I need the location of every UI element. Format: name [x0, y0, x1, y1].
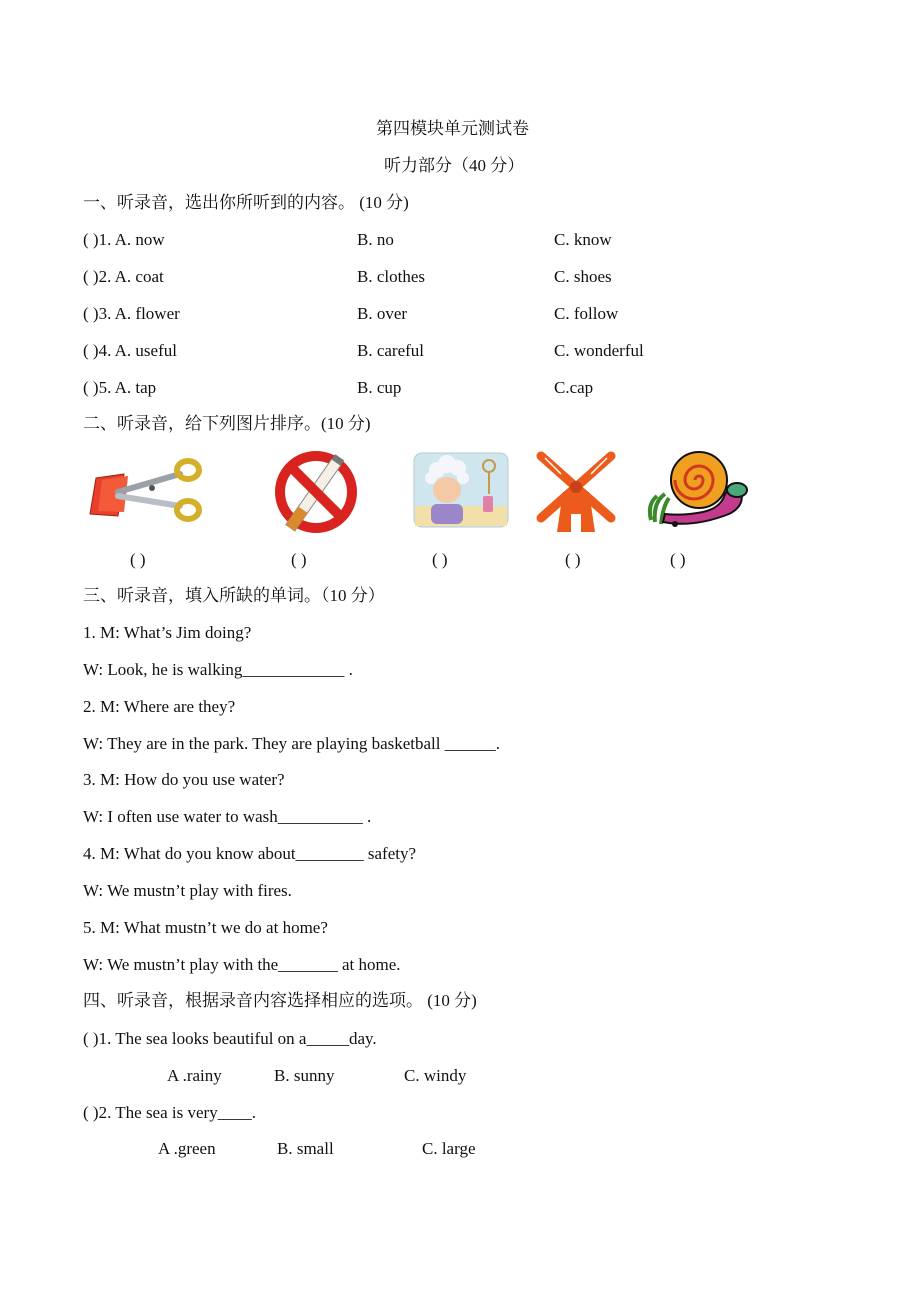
- s3-line: 5. M: What mustn’t we do at home?: [83, 918, 328, 937]
- s3-line: W: We mustn’t play with the_______ at home.: [83, 955, 401, 974]
- s3-line: 3. M: How do you use water?: [83, 770, 285, 789]
- s1-q3-option-b: B. over: [357, 304, 408, 323]
- section3-heading: 三、听录音，填入所缺的单词。（10 分）: [83, 586, 385, 605]
- s1-q4-option-a: ( )4. A. useful: [83, 341, 177, 360]
- s1-q1-option-c: C. know: [554, 230, 612, 249]
- s1-q3-option-c: C. follow: [554, 304, 619, 323]
- s4-q1-option-a: A .rainy: [167, 1066, 222, 1085]
- s3-line: 1. M: What’s Jim doing?: [83, 623, 252, 642]
- page-subtitle: 听力部分（40 分）: [384, 156, 525, 175]
- s4-q2-option-b: B. small: [277, 1139, 334, 1158]
- s1-q4-option-b: B. careful: [357, 341, 425, 360]
- picture-2-blank[interactable]: ( ): [291, 550, 307, 569]
- s4-q1-stem: ( )1. The sea looks beautiful on a_____day.: [83, 1029, 377, 1048]
- s1-q1-option-b: B. no: [357, 230, 394, 249]
- s1-q2-option-a: ( )2. A. coat: [83, 267, 164, 286]
- s4-q2-stem: ( )2. The sea is very____.: [83, 1103, 256, 1122]
- s1-q5-option-a: ( )5. A. tap: [83, 378, 157, 397]
- s4-q2-option-c: C. large: [422, 1139, 476, 1158]
- no-smoking-icon: [268, 446, 364, 536]
- s3-line: W: We mustn’t play with fires.: [83, 881, 292, 900]
- s1-q2-option-b: B. clothes: [357, 267, 425, 286]
- s1-q5-option-c: C.cap: [554, 378, 594, 397]
- picture-5-blank[interactable]: ( ): [670, 550, 686, 569]
- s4-q2-option-a: A .green: [158, 1139, 216, 1158]
- s1-q3-option-a: ( )3. A. flower: [83, 304, 180, 323]
- section4-heading: 四、听录音，根据录音内容选择相应的选项。 (10 分): [83, 991, 477, 1010]
- s1-q5-option-b: B. cup: [357, 378, 402, 397]
- page-title: 第四模块单元测试卷: [376, 119, 529, 138]
- s1-q4-option-c: C. wonderful: [554, 341, 644, 360]
- s3-line: 4. M: What do you know about________ safety?: [83, 844, 417, 863]
- s3-line: W: Look, he is walking____________ .: [83, 660, 353, 679]
- s3-line: W: They are in the park. They are playing basketball ______.: [83, 734, 500, 753]
- s1-q2-option-c: C. shoes: [554, 267, 612, 286]
- picture-3-blank[interactable]: ( ): [432, 550, 448, 569]
- scissors-cutting-paper-icon: [88, 456, 206, 524]
- s4-q1-option-b: B. sunny: [274, 1066, 335, 1085]
- section2-heading: 二、听录音，给下列图片排序。(10 分): [83, 414, 371, 433]
- snail-icon: [643, 448, 753, 532]
- section1-heading: 一、听录音，选出你所听到的内容。 (10 分): [83, 193, 409, 212]
- picture-1-blank[interactable]: ( ): [130, 550, 146, 569]
- s3-line: W: I often use water to wash__________ .: [83, 807, 372, 826]
- s1-q1-option-a: ( )1. A. now: [83, 230, 165, 249]
- s4-q1-option-c: C. windy: [404, 1066, 467, 1085]
- girl-washing-hair-icon: [413, 452, 509, 528]
- windmill-icon: [533, 448, 619, 534]
- picture-4-blank[interactable]: ( ): [565, 550, 581, 569]
- s3-line: 2. M: Where are they?: [83, 697, 236, 716]
